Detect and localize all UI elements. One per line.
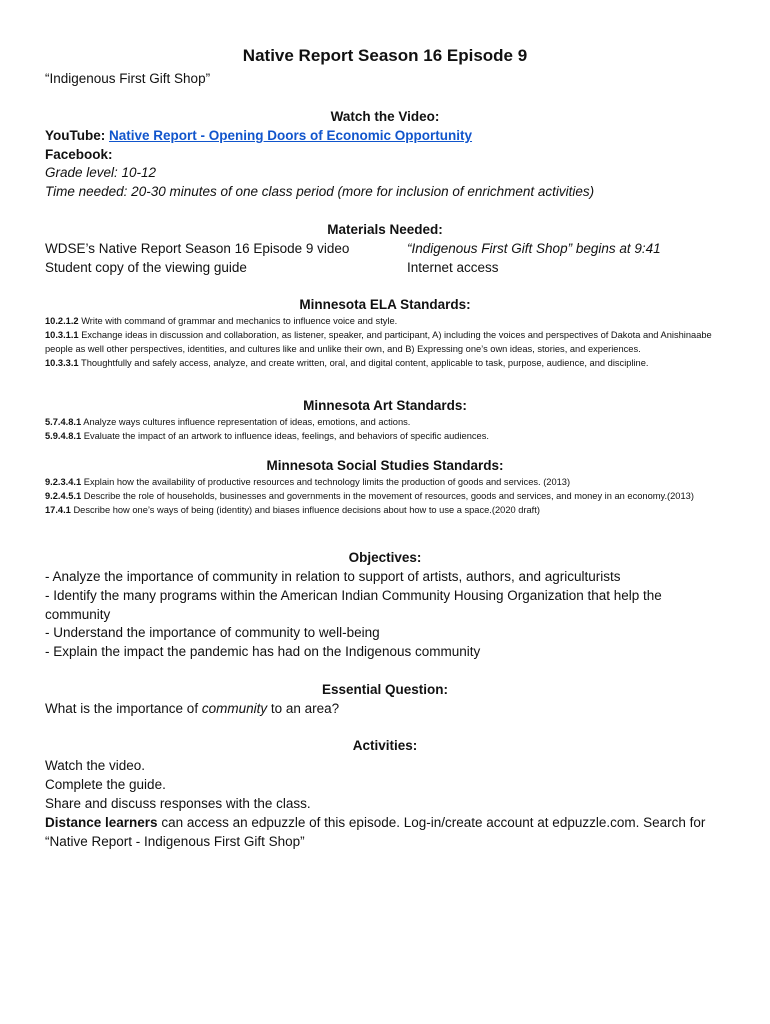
ela-standards: [45, 314, 725, 370]
social-studies-heading: Minnesota Social Studies Standards:: [266, 458, 504, 473]
activity-item: Watch the video.: [45, 758, 146, 773]
youtube-label: YouTube:: [45, 128, 106, 143]
objectives-list: [45, 568, 725, 662]
standard-text: Exchange ideas in discussion and collaboration, as listener, speaker, and participant, A) including the voices and perspectives of Dakota and Anishinaabe people as well other perspectives, identities, and cultures like and unlike their own, and B) Expressing one’s own ideas, stories, and experiences.: [45, 330, 712, 354]
standard-code: 10.3.1.1: [45, 330, 79, 340]
question-text-end: to an area?: [267, 701, 340, 716]
materials-heading: Materials Needed:: [327, 222, 443, 237]
material-item: Student copy of the viewing guide: [45, 260, 247, 275]
grade-level: Grade level: 10-12: [45, 165, 157, 180]
standard-item: [45, 328, 725, 356]
standard-item: [45, 415, 725, 429]
objective-item: - Understand the importance of community to well-being: [45, 625, 380, 641]
standard-code: 5.7.4.8.1: [45, 417, 82, 427]
activities-list: [45, 756, 735, 851]
standard-code: 10.2.1.2: [45, 316, 79, 326]
standard-item: [45, 489, 725, 503]
standard-code: 9.2.4.5.1: [45, 491, 82, 501]
watch-heading: Watch the Video:: [330, 109, 440, 124]
standard-text: Describe the role of households, businesses and governments in the movement of resources, goods and services, and money in an economy.(2013): [81, 491, 694, 501]
standard-item: [45, 314, 725, 328]
activities-heading: Activities:: [352, 738, 418, 753]
time-needed: Time needed: 20-30 minutes of one class period (more for inclusion of enrichment activities): [45, 184, 595, 199]
standard-item: [45, 356, 725, 370]
objective-item: - Identify the many programs within the American Indian Community Housing Organization that help the community: [45, 587, 662, 622]
standard-code: 9.2.3.4.1: [45, 477, 82, 487]
standard-text: Explain how the availability of productive resources and technology limits the production of goods and services. (2013): [81, 477, 571, 487]
art-standards: [45, 415, 725, 443]
standard-text: Analyze ways cultures influence representation of ideas, emotions, and actions.: [81, 417, 411, 427]
standard-code: 10.3.3.1: [45, 358, 79, 368]
objective-item: - Analyze the importance of community in relation to support of artists, authors, and agriculturists: [45, 569, 621, 584]
ela-heading: Minnesota ELA Standards:: [299, 297, 471, 312]
essential-question: [45, 701, 339, 716]
standard-text: Thoughtfully and safely access, analyze, and create written, oral, and digital content, applicable to task, purpose, audience, and discipline.: [78, 358, 649, 368]
standard-item: [45, 503, 725, 517]
facebook-label: Facebook:: [45, 147, 113, 162]
distance-learners-label: Distance learners: [45, 815, 158, 830]
standard-item: [45, 475, 725, 489]
standard-text: Evaluate the impact of an artwork to influence ideas, feelings, and behaviors of specific audiences.: [81, 431, 489, 441]
standard-item: [45, 429, 725, 443]
standard-code: 5.9.4.8.1: [45, 431, 82, 441]
objective-item: - Explain the impact the pandemic has had on the Indigenous community: [45, 644, 481, 660]
social-studies-standards: [45, 475, 725, 517]
episode-subtitle: “Indigenous First Gift Shop”: [45, 71, 211, 86]
material-item: Internet access: [407, 260, 499, 275]
question-emphasis: community: [201, 701, 268, 716]
distance-learners-text: can access an edpuzzle of this episode. Log-in/create account at edpuzzle.com. Search for “Native Report - Indigenous First Gift Shop”: [45, 815, 706, 849]
standard-code: 17.4.1: [45, 505, 71, 515]
youtube-line: [45, 128, 472, 143]
objectives-heading: Objectives:: [348, 550, 422, 565]
material-item: “Indigenous First Gift Shop” begins at 9:41: [407, 241, 661, 256]
art-heading: Minnesota Art Standards:: [303, 398, 467, 413]
material-item: WDSE’s Native Report Season 16 Episode 9 video: [45, 241, 350, 256]
standard-text: Write with command of grammar and mechanics to influence voice and style.: [78, 316, 398, 326]
youtube-link[interactable]: Native Report - Opening Doors of Economic Opportunity: [109, 128, 473, 143]
page-title: Native Report Season 16 Episode 9: [242, 46, 528, 65]
essential-question-heading: Essential Question:: [321, 682, 449, 697]
distance-learners-note: [45, 813, 735, 851]
activity-item: Share and discuss responses with the class.: [45, 796, 311, 811]
activity-item: Complete the guide.: [45, 777, 166, 792]
question-text: What is the importance of: [45, 701, 202, 716]
standard-text: Describe how one’s ways of being (identity) and biases influence decisions about how to use a space.(2020 draft): [70, 505, 540, 515]
